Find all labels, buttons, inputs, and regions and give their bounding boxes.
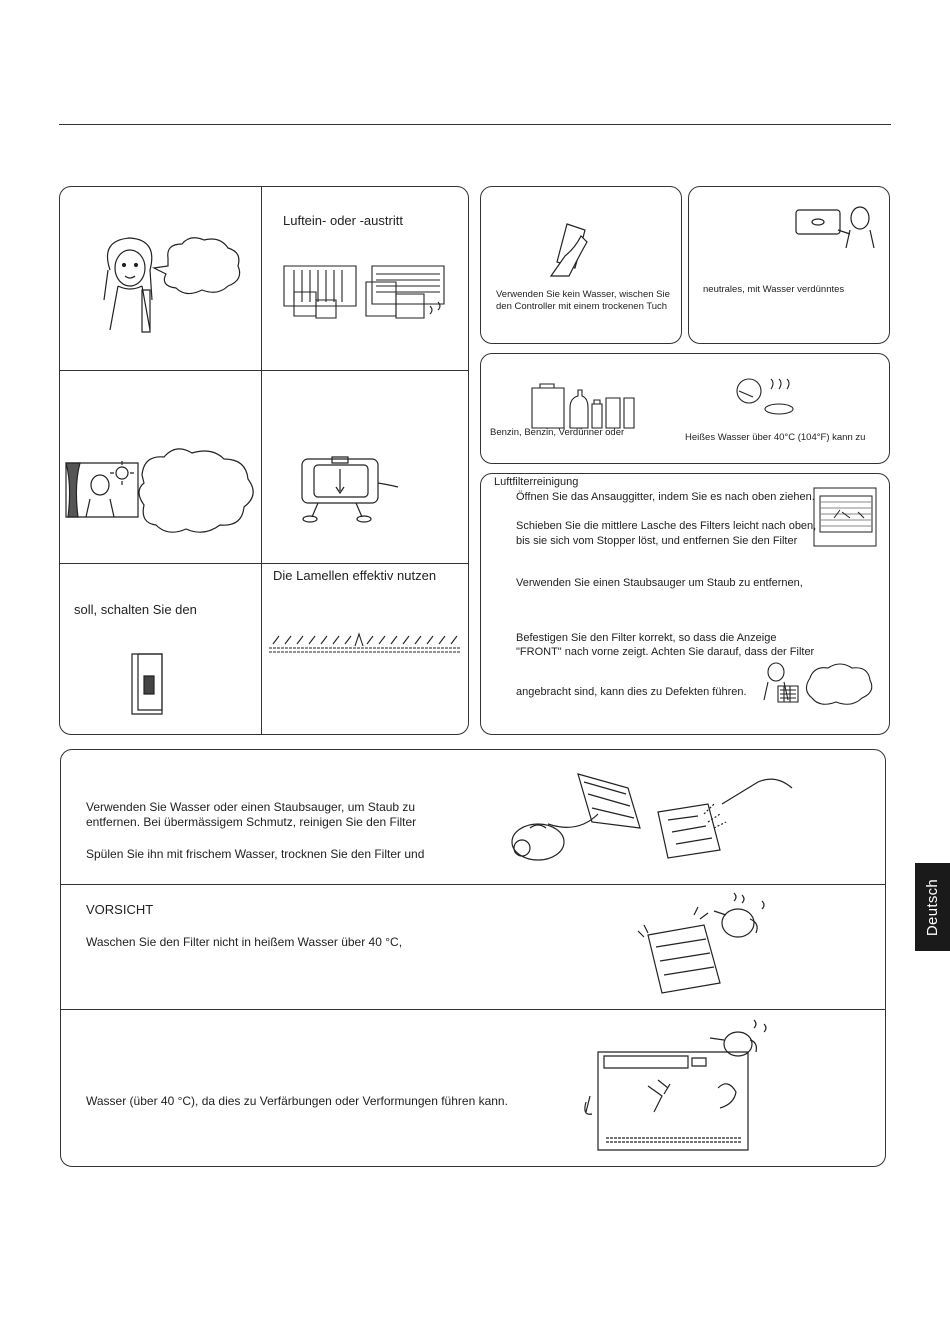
filter-step-5: angebracht sind, kann dies zu Defekten führen. (516, 686, 747, 698)
filter-step-3: Verwenden Sie einen Staubsauger um Staub zu entfernen, (516, 577, 803, 589)
blocked-airflow-illustration (280, 262, 450, 324)
neutral-detergent-text: neutrales, mit Wasser verdünntes (703, 284, 845, 295)
window-sun-illustration (64, 445, 256, 535)
wash-row1-line2: entfernen. Bei übermässigem Schmutz, reinigen Sie den Filter (86, 815, 417, 829)
indoor-unit-hot-water-illustration (584, 1026, 780, 1154)
hot-water-text: Heißes Wasser über 40°C (104°F) kann zu (685, 432, 866, 443)
louver-strip-illustration (267, 632, 463, 654)
air-filter-title: Luftfilterreinigung (494, 476, 579, 488)
left-panel-divider-vertical (261, 187, 262, 734)
solvent-bottles-icon (530, 384, 636, 430)
header-rule (59, 124, 891, 125)
language-tab-label: Deutsch (924, 878, 942, 936)
girl-filter-cloud-icon (756, 660, 874, 706)
left-panel-divider-2 (60, 563, 468, 564)
hot-water-filter-illustration (634, 895, 774, 997)
louver-title: Die Lamellen effektiv nutzen (273, 568, 437, 583)
bottom-panel-divider-2 (61, 1009, 885, 1010)
dry-cloth-line1: Verwenden Sie kein Wasser, wischen Sie (496, 289, 670, 300)
dry-cloth-line2: den Controller mit einem trockenen Tuch (496, 301, 668, 312)
caution-heading: VORSICHT (86, 902, 154, 917)
filter-step-4-line2: "FRONT" nach vorne zeigt. Achten Sie darauf, dass der Filter (516, 646, 815, 658)
grille-opening-icon (812, 486, 878, 548)
hot-water-kettle-icon (733, 375, 799, 415)
wiping-panel-girl-icon (794, 200, 886, 250)
louver-character-illustration (296, 455, 404, 523)
hand-wiping-remote-icon (545, 220, 595, 280)
airflow-title: Luftein- oder -austritt (283, 213, 403, 228)
filter-step-2-line1: Schieben Sie die mittlere Lasche des Filters leicht nach oben, (516, 520, 817, 532)
wash-row1-line1: Verwenden Sie Wasser oder einen Staubsauger, um Staub zu (86, 800, 416, 814)
row3-text: Wasser (über 40 °C), da dies zu Verfärbungen oder Verformungen führen kann. (86, 1094, 508, 1108)
language-tab (915, 863, 950, 951)
filter-step-2-line2: bis sie sich vom Stopper löst, und entfernen Sie den Filter (516, 535, 798, 547)
caution-text: Waschen Sie den Filter nicht in heißem Wasser über 40 °C, (86, 935, 403, 949)
wash-row1-line3: Spülen Sie ihn mit frischem Wasser, trocknen Sie den Filter und (86, 847, 425, 861)
vacuum-and-rinse-illustration (508, 764, 800, 864)
solvents-text: Benzin, Benzin, Verdünner oder (490, 427, 625, 438)
bottom-panel-divider-1 (61, 884, 885, 885)
girl-thermometer-illustration (90, 230, 250, 345)
switch-text: soll, schalten Sie den (74, 602, 197, 617)
filter-step-4-line1: Befestigen Sie den Filter korrekt, so dass die Anzeige (516, 632, 777, 644)
wall-switch-illustration (130, 652, 164, 716)
left-panel-divider-1 (60, 370, 468, 371)
filter-step-1: Öffnen Sie das Ansauggitter, indem Sie es nach oben ziehen. (516, 491, 815, 503)
